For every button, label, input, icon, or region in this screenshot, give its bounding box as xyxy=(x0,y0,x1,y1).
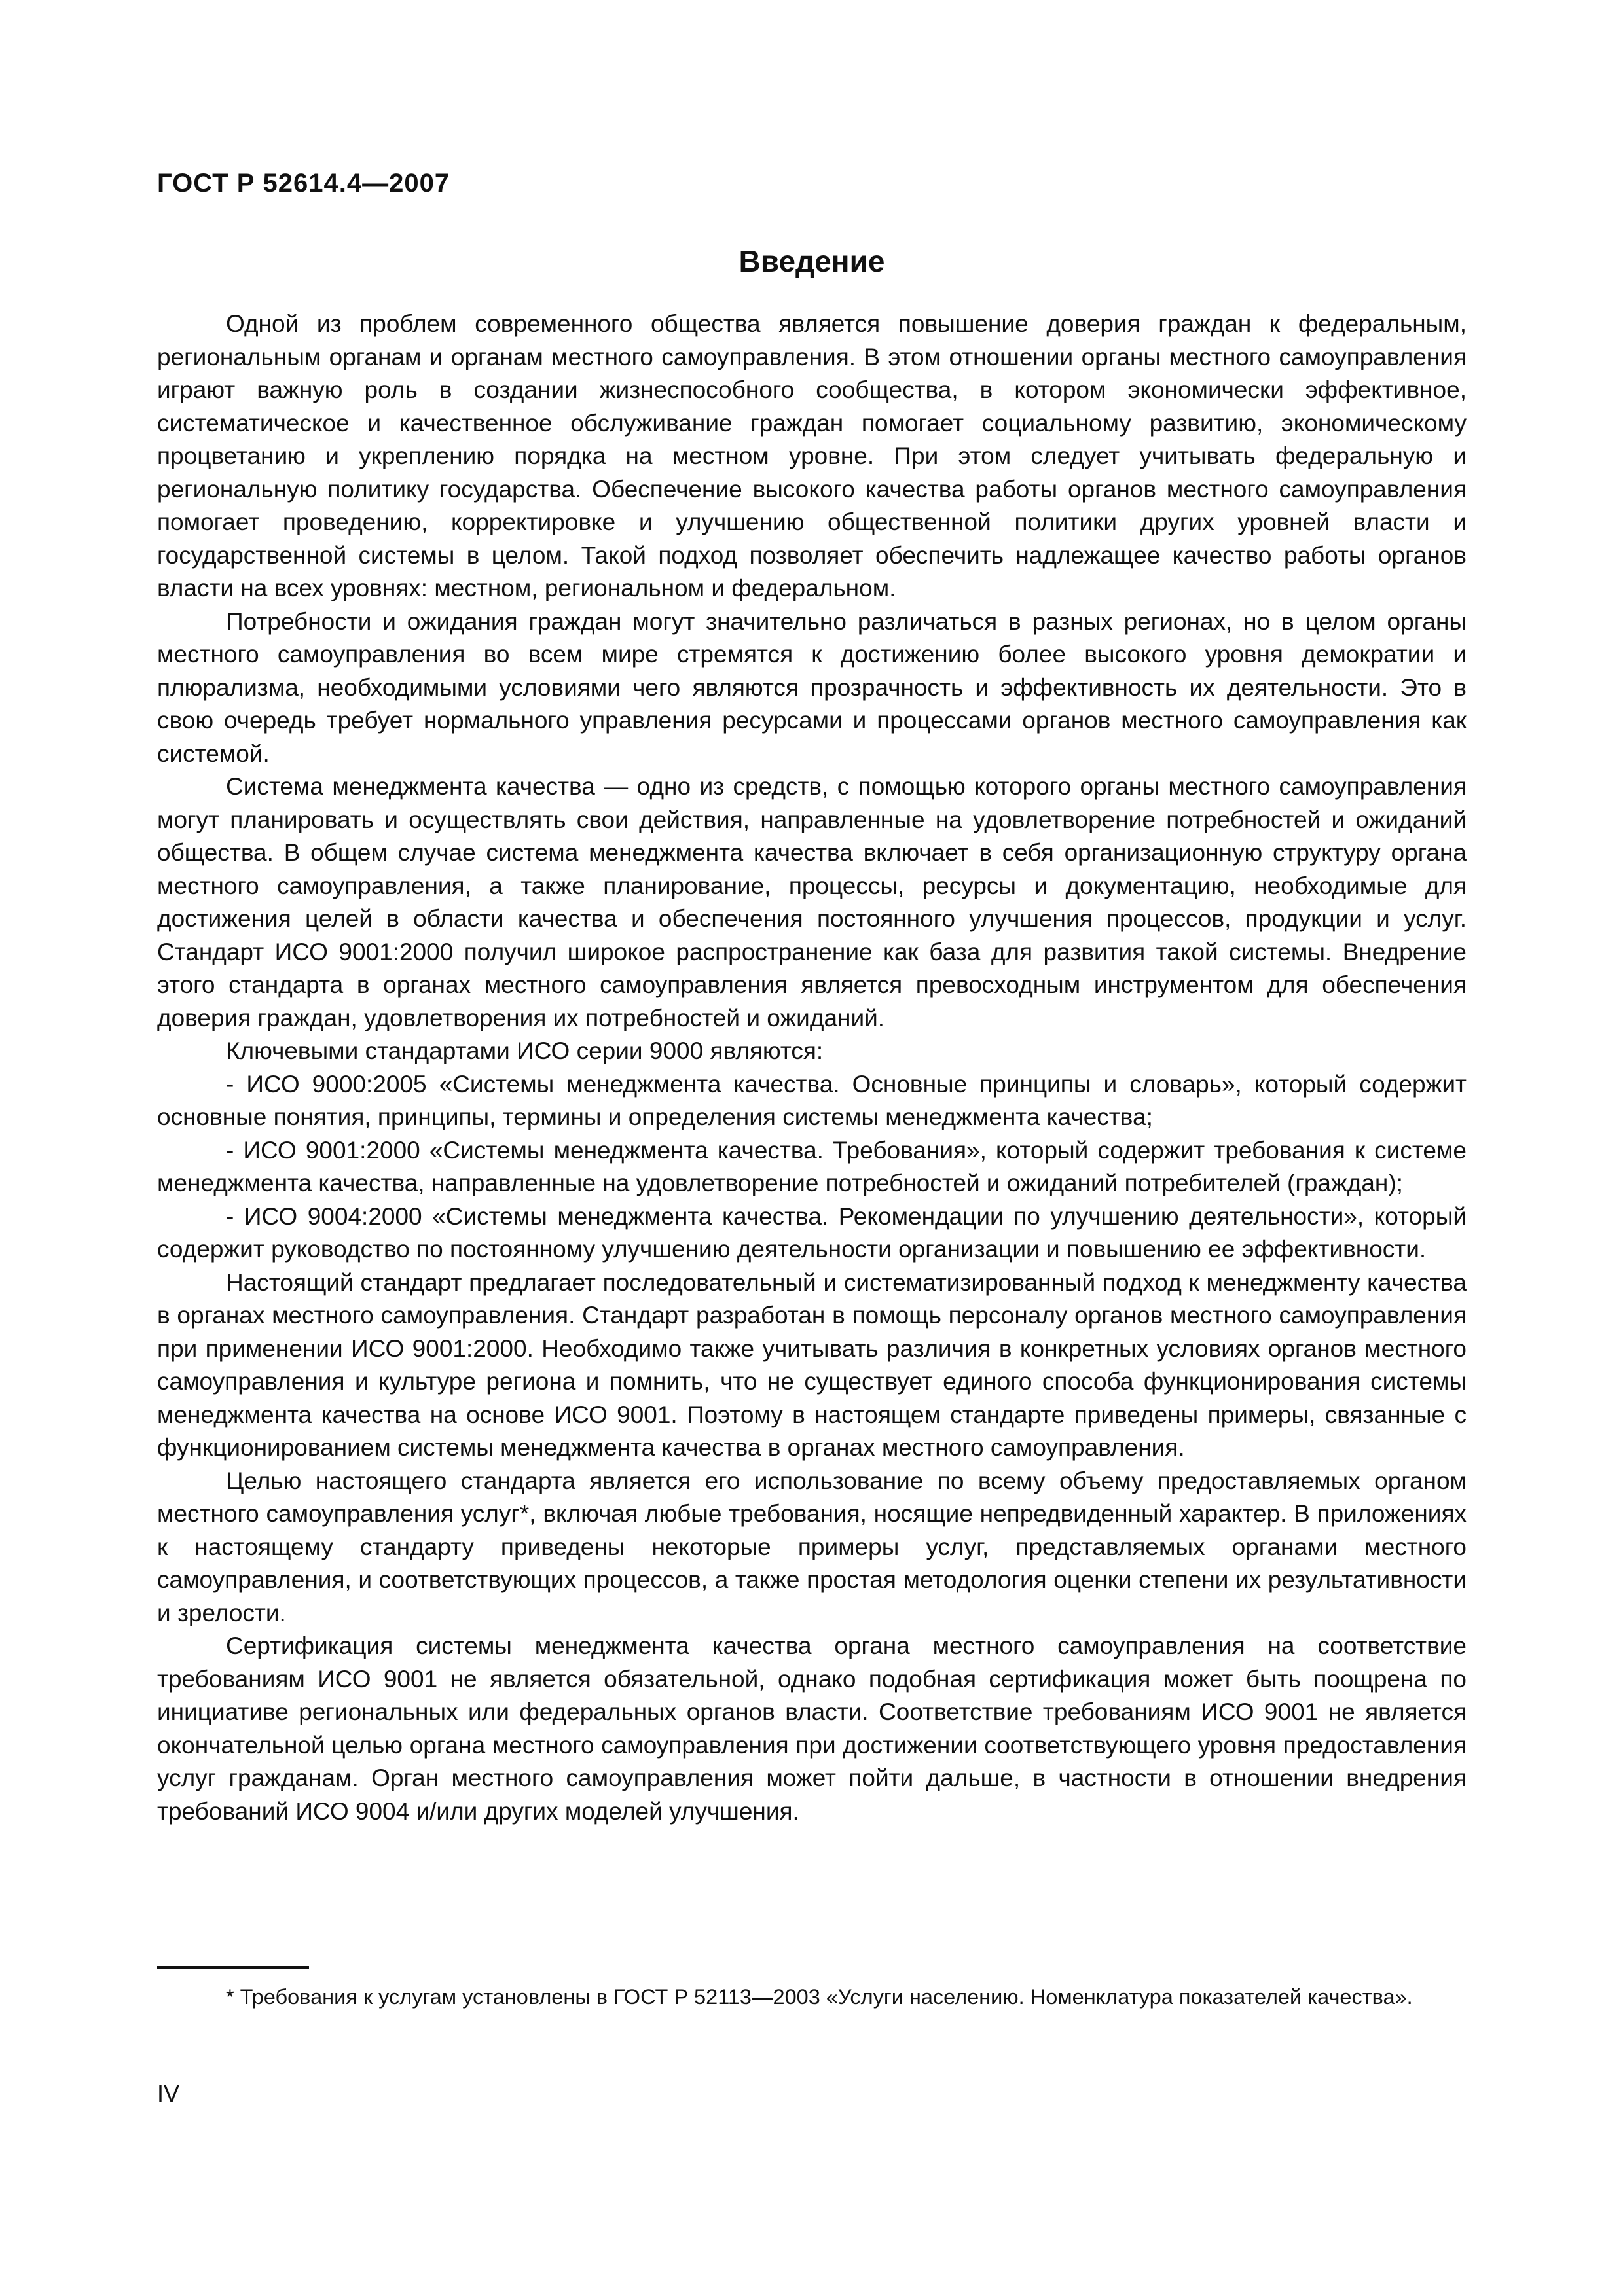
paragraph: Потребности и ожидания граждан могут значительно различаться в разных регионах, но в целом органы местного самоуправления во всем мире стремятся к достижению более высокого уровня демократии и плюрализма, необходимыми условиями чего являются прозрачность и эффективность их деятельности. Это в свою очередь требует нормального управления ресурсами и процессами органов местного самоуправления как системой. xyxy=(157,607,1467,767)
section-title: Введение xyxy=(739,244,885,278)
list-item: - ИСО 9004:2000 «Системы менеджмента качества. Рекомендации по улучшению деятельности», который содержит руководство по постоянному улучшению деятельности организации и повышению ее эффективности. xyxy=(157,1202,1467,1263)
paragraph: Целью настоящего стандарта является его использование по всему объему предоставляемых органом местного самоуправления услуг*, включая любые требования, носящие непредвиденный характер. В приложениях к настоящему стандарту приведены некоторые примеры услуг, представляемых органами местного самоуправления, и соответствующих процессов, а также простая методология оценки степени их результативности и зрелости. xyxy=(157,1467,1467,1626)
footnote: * Требования к услугам установлены в ГОСТ Р 52113—2003 «Услуги населению. Номенклатура показателей качества». xyxy=(226,1985,1413,2009)
document-page xyxy=(157,0,1467,2296)
standard-designation: ГОСТ Р 52614.4—2007 xyxy=(157,169,450,198)
paragraph: Ключевыми стандартами ИСО серии 9000 являются: xyxy=(226,1037,824,1064)
footnote-divider xyxy=(157,1966,309,1969)
page-number: IV xyxy=(157,2080,180,2107)
paragraph: Одной из проблем современного общества является повышение доверия граждан к федеральным, региональным органам и органам местного самоуправления. В этом отношении органы местного самоуправления играют важную роль в создании жизнеспособного сообщества, в котором экономически эффективное, систематическое и качественное обслуживание граждан помогает социальному развитию, экономическому процветанию и укреплению порядка на местном уровне. При этом следует учитывать федеральную и региональную политику государства. Обеспечение высокого качества работы органов местного самоуправления помогает проведению, корректировке и улучшению общественной политики других уровней власти и государственной системы в целом. Такой подход позволяет обеспечить надлежащее качество работы органов власти на всех уровнях: местном, региональном и федеральном. xyxy=(157,310,1467,601)
list-item: - ИСО 9001:2000 «Системы менеджмента качества. Требования», который содержит требования к системе менеджмента качества, направленные на удовлетворение потребностей и ожиданий потребителей (граждан); xyxy=(157,1136,1467,1196)
paragraph: Настоящий стандарт предлагает последовательный и систематизированный подход к менеджменту качества в органах местного самоуправления. Стандарт разработан в помощь персоналу органов местного самоуправления при применении ИСО 9001:2000. Необходимо также учитывать различия в конкретных условиях органов местного самоуправления и культуре региона и помнить, что не существует единого способа функционирования системы менеджмента качества на основе ИСО 9001. Поэтому в настоящем стандарте приведены примеры, связанные с функционированием системы менеджмента качества в органах местного самоуправления. xyxy=(157,1268,1467,1461)
list-item: - ИСО 9000:2005 «Системы менеджмента качества. Основные принципы и словарь», который содержит основные понятия, принципы, термины и определения системы менеджмента качества; xyxy=(157,1070,1467,1130)
paragraph: Сертификация системы менеджмента качества органа местного самоуправления на соответствие требованиям ИСО 9001 не является обязательной, однако подобная сертификация может быть поощрена по инициативе региональных или федеральных органов власти. Соответствие требованиям ИСО 9001 не является окончательной целью органа местного самоуправления при достижении соответствующего уровня предоставления услуг гражданам. Орган местного самоуправления может пойти дальше, в частности в отношении внедрения требований ИСО 9004 и/или других моделей улучшения. xyxy=(157,1632,1467,1825)
body-text xyxy=(157,308,1467,1828)
paragraph: Система менеджмента качества — одно из средств, с помощью которого органы местного самоуправления могут планировать и осуществлять свои действия, направленные на удовлетворение потребностей и ожиданий общества. В общем случае система менеджмента качества включает в себя организационную структуру органа местного самоуправления, а также планирование, процессы, ресурсы и документацию, необходимые для достижения целей в области качества и обеспечения постоянного улучшения процессов, продукции и услуг. Стандарт ИСО 9001:2000 получил широкое распространение как база для развития такой системы. Внедрение этого стандарта в органах местного самоуправления является превосходным инструментом для обеспечения доверия граждан, удовлетворения их потребностей и ожиданий. xyxy=(157,773,1467,1031)
